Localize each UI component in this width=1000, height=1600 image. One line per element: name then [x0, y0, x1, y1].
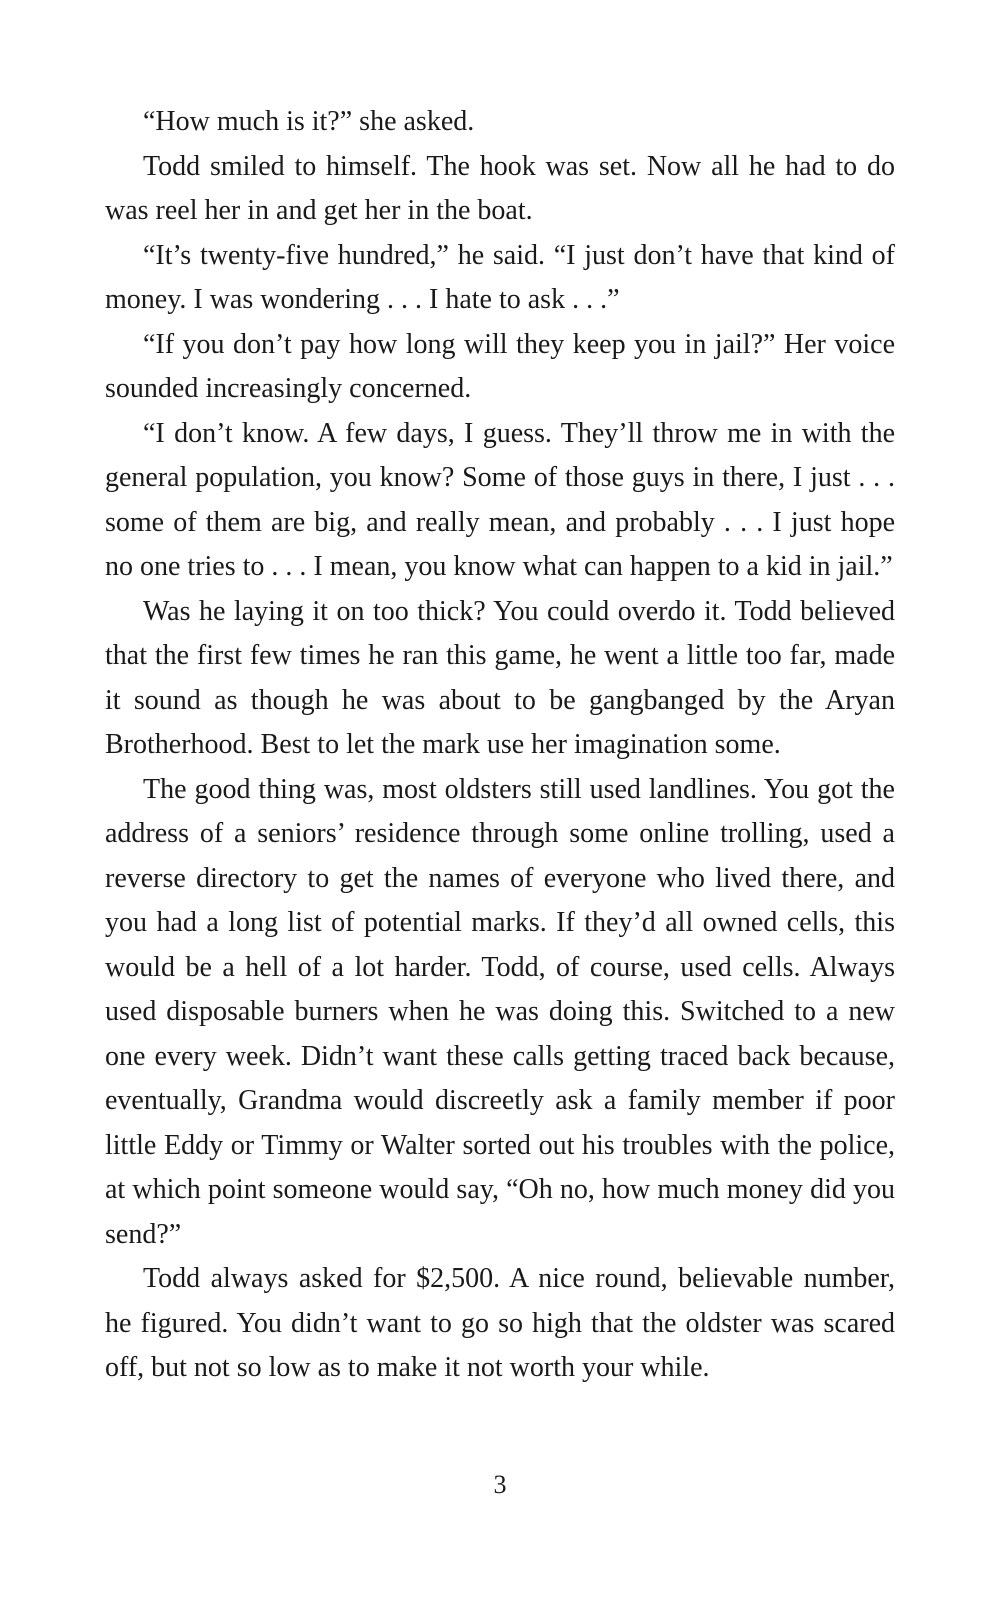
paragraph-4: “If you don’t pay how long will they keep you in jail?” Her voice sounded increasingly concerned. [105, 328, 895, 404]
paragraph-5: “I don’t know. A few days, I guess. They’ll throw me in with the general population, you know? Some of those guys in there, I just . . . some of them are big, and really mean, and probably . . . I just hope no one tries to . . . I mean, you know what can happen to a kid in jail.” [105, 417, 895, 582]
paragraph-8: Todd always asked for $2,500. A nice round, believable number, he figured. You didn’t want to go so high that the oldster was scared off, but not so low as to make it not worth your while. [105, 1263, 895, 1383]
paragraph-6: Was he laying it on too thick? You could overdo it. Todd believed that the first few times he ran this game, he went a little too far, made it sound as though he was about to be gangbanged by the Aryan Brotherhood. Best to let the mark use her imagination some. [105, 595, 895, 760]
paragraph-3: “It’s twenty-five hundred,” he said. “I just don’t have that kind of money. I was wondering . . . I hate to ask . . .” [105, 239, 895, 315]
body-text [105, 100, 895, 1391]
page-number: 3 [493, 1470, 507, 1499]
paragraph-2: Todd smiled to himself. The hook was set. Now all he had to do was reel her in and get her in the boat. [105, 150, 895, 226]
paragraph-1: “How much is it?” she asked. [143, 106, 475, 137]
paragraph-7: The good thing was, most oldsters still used landlines. You got the address of a seniors’ residence through some online trolling, used a reverse directory to get the names of everyone who lived there, and you had a long list of potential marks. If they’d all owned cells, this would be a hell of a lot harder. Todd, of course, used cells. Always used disposable burners when he was doing this. Switched to a new one every week. Didn’t want these calls getting traced back because, eventually, Grandma would discreetly ask a family member if poor little Eddy or Timmy or Walter sorted out his troubles with the police, at which point someone would say, “Oh no, how much money did you send?” [105, 773, 895, 1250]
